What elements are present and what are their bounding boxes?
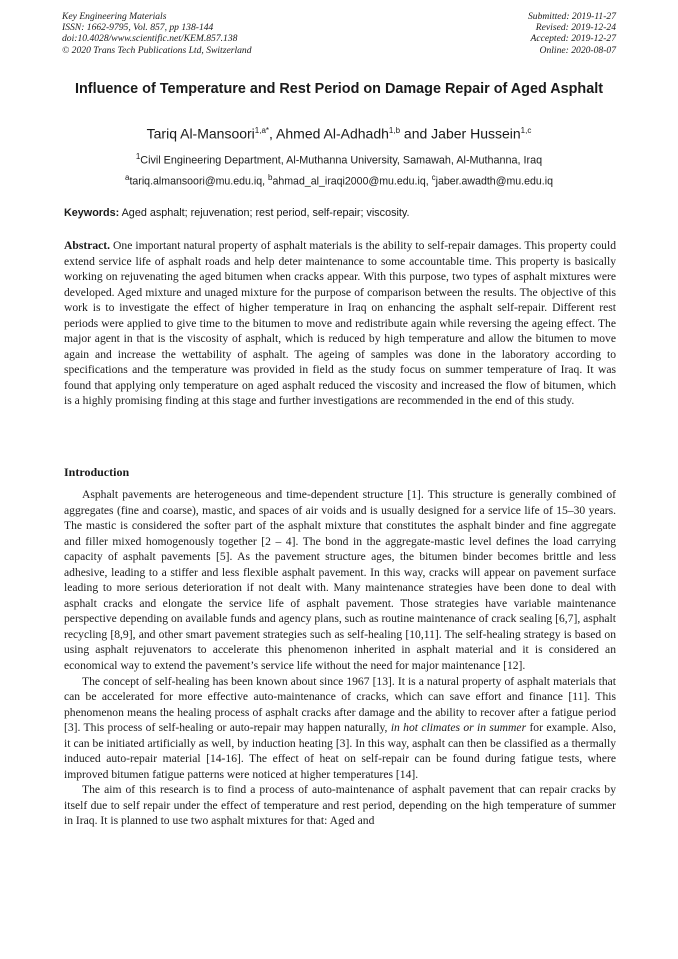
email-superscript: b: [268, 173, 273, 182]
email-superscript: c: [431, 173, 436, 182]
intro-paragraph: [64, 674, 616, 783]
date-revised: Revised: 2019-12-24: [535, 22, 616, 34]
email-superscript: a: [125, 173, 130, 182]
email-link[interactable]: ahmad_al_iraqi2000@mu.edu.iq,: [272, 175, 432, 188]
journal-issn: ISSN: 1662-9795, Vol. 857, pp 138-144: [62, 22, 214, 34]
author-name: Tariq Al-Mansoori: [146, 125, 255, 142]
journal-doi: doi:10.4028/www.scientific.net/KEM.857.138: [62, 33, 238, 45]
keywords-text: Aged asphalt; rejuvenation; rest period, self-repair; viscosity.: [119, 207, 410, 219]
introduction-body: [64, 487, 616, 829]
journal-header: [62, 11, 252, 56]
author-superscript: 1,b: [388, 126, 401, 135]
journal-name: Key Engineering Materials: [62, 11, 167, 22]
keywords-label: Keywords:: [64, 207, 120, 219]
intro-paragraph: Asphalt pavements are heterogeneous and time-dependent structure [1]. This structure is generally combined of aggregates (fine and coarse), mastic, and spaces of air voids and is usually designed for a service life of 15–30 years. The mastic is considered the softer part of the asphalt mixture that constitutes the asphalt binder and fine aggregate and filler mixed homogenously together [2 – 4]. The bond in the aggregate-mastic level defines the load carrying capacity of asphalt pavements [5]. As the pavement structure ages, the bitumen binder becomes brittle and less adhesive, leading to a stiffer and less flexible asphalt pavement. In this way, cracks will appear on pavement surface leading to more serious deterioration if not dealt with. Many maintenance strategies have been done to deal with asphalt cracks and elongate the service life of asphalt pavement. Those strategies have variable maintenance perspective depending on available funds and agency plans, such as routine maintenance of crack sealing [6,7], asphalt recycling [8,9], and other smart pavement strategies such as self-healing [10,11]. The self-healing strategy is based on using asphalt rejuvenators to accelerate this phenomenon inherited in asphalt material and it is considered an economical way to extend the pavement’s service life without the need for major maintenance [12].: [64, 488, 616, 673]
section-heading-introduction: Introduction: [64, 465, 130, 479]
intro-paragraph: The aim of this research is to find a process of auto-maintenance of asphalt pavement that can repair cracks by itself due to self repair under the effect of temperature and rest period, depending on the high temperature of summer in Iraq. It is planned to use two asphalt mixtures for that: Aged and: [64, 783, 616, 828]
dates-header: [528, 11, 616, 56]
journal-copyright: © 2020 Trans Tech Publications Ltd, Switzerland: [62, 44, 252, 56]
affiliation-superscript: 1: [135, 152, 141, 161]
author-superscript: 1,a*: [254, 126, 270, 135]
author-name: Jaber Hussein: [431, 125, 521, 142]
email-link[interactable]: jaber.awadth@mu.edu.iq: [435, 175, 553, 188]
intro-text: The concept of self-healing has been known about since 1967 [13]. It is a natural property of asphalt materials that can be accelerated for more effective auto-maintenance of cracks, which can save effort and finance [11]. This phenomenon means the healing process of asphalt cracks after damage and the ability to recover after a fatigue period [3]. This process of self-healing or auto-repair may happen naturally,: [64, 674, 616, 735]
abstract-text: One important natural property of asphalt materials is the ability to self-repair damages. This property could extend service life of asphalt roads and help deter maintenance to some accountable time. This property is basically working on rejuvenating the aged bitumen when cracks appear. With this purpose, two types of asphalt mixtures were developed. Aged mixture and unaged mixture for the purpose of comparison between the results. The objective of this work is to investigate the effect of higher temperature in Iraq on enhancing the asphalt self-repair. Different rest periods were applied to give time to the bitumen to move and redistribute again while reversing the ageing effect. The major agent in that is the viscosity of asphalt, which is reduced by high temperature and allow the bitumen to move again and increase the wettability of asphalt. The ageing of samples was done in the laboratory according to specifications and the temperature was provided in field as the study focus on summer temperature of Iraq. It was found that applying only temperature on aged asphalt reduced the viscosity and increased the flow of bitumen, which is a highly promising finding at this stage and further investigations are recommended in the end of this study.: [64, 239, 616, 408]
affiliation: [60, 150, 618, 168]
date-accepted: Accepted: 2019-12-27: [530, 33, 616, 45]
abstract-label: Abstract.: [64, 239, 111, 252]
date-online: Online: 2020-08-07: [539, 44, 616, 56]
author-separator: and: [400, 125, 432, 142]
author-emails: [60, 171, 618, 189]
intro-emphasis: in hot climates or in summer: [390, 721, 527, 735]
affiliation-text: Civil Engineering Department, Al-Muthanna University, Samawah, Al-Muthanna, Iraq: [140, 154, 543, 167]
paper-title: Influence of Temperature and Rest Period on Damage Repair of Aged Asphalt: [74, 81, 603, 97]
email-link[interactable]: tariq.almansoori@mu.edu.iq,: [129, 175, 268, 188]
author-separator: ,: [269, 125, 277, 142]
date-submitted: Submitted: 2019-11-27: [527, 11, 616, 22]
author-list: [60, 122, 618, 143]
abstract: [64, 238, 616, 409]
keywords: [64, 206, 616, 220]
author-superscript: 1,c: [520, 126, 532, 135]
intro-text: for example. Also, it can be initiated artificially as well, by induction heating [3]. In this way, asphalt can then be classified as a thermally induced auto-repair material [14-16]. The effect of heat on self-repair can be found during fatigue tests, where improved bitumen fatigue patterns were noticed at higher temperatures [14].: [64, 721, 617, 781]
author-name: Ahmed Al-Adhadh: [276, 125, 389, 142]
